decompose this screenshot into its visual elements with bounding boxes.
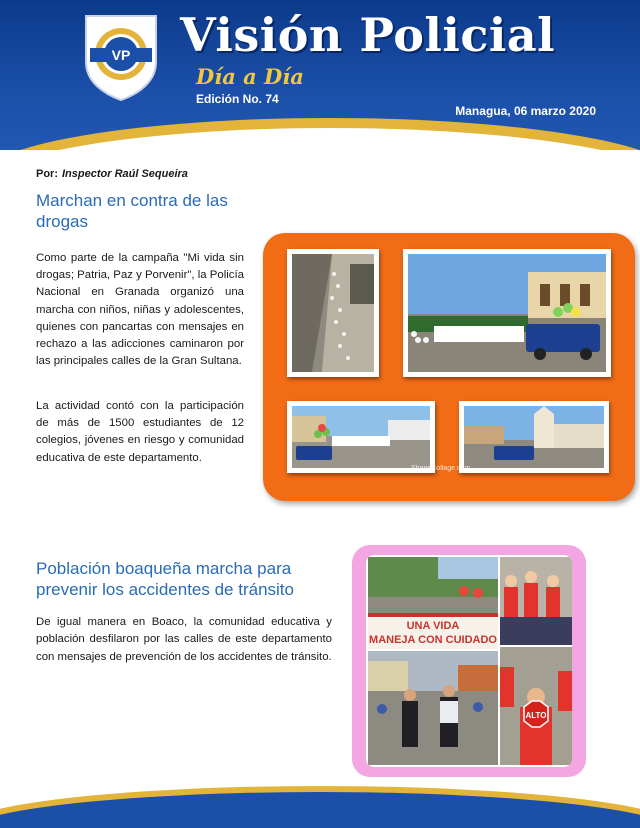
banner-line-1: UNA VIDA bbox=[406, 620, 460, 632]
collage-frame bbox=[366, 555, 572, 767]
photo-boaco-banner bbox=[368, 613, 498, 649]
masthead bbox=[0, 0, 640, 150]
alto-sign-text: ALTO bbox=[525, 711, 547, 720]
photo-street-march bbox=[287, 401, 435, 473]
photo-collage-granada bbox=[263, 233, 635, 501]
publication-date: Managua, 06 marzo 2020 bbox=[455, 104, 596, 118]
banner-line-2: MANEJA CON CUIDADO bbox=[369, 634, 497, 646]
article1-headline: Marchan en contra de las drogas bbox=[36, 191, 228, 231]
footer-wave bbox=[0, 786, 640, 828]
collage-watermark: ShapeCollage.com bbox=[411, 465, 471, 472]
byline bbox=[36, 168, 188, 180]
newspaper-title: Visión Policial bbox=[180, 8, 556, 62]
article1-paragraph-2: La actividad contó con la participación de más de 1500 estudiantes de 12 colegios, jóvenes en riesgo y comunidad educativa de este departamento. bbox=[36, 400, 244, 464]
photo-boaco-alto-sign bbox=[500, 647, 572, 765]
photo-boaco-marchers bbox=[500, 557, 572, 645]
byline-author: Inspector Raúl Sequeira bbox=[62, 168, 188, 180]
article2-paragraph: De igual manera en Boaco, la comunidad educativa y población desfilaron por las calles de este departamento con mensajes de prevención de los accidentes de tránsito. bbox=[36, 616, 332, 663]
edition-number: Edición No. 74 bbox=[196, 92, 279, 106]
vp-shield-logo-icon bbox=[80, 10, 162, 102]
newspaper-subtitle: Día a Día bbox=[196, 64, 304, 89]
byline-label: Por: bbox=[36, 168, 58, 180]
article2-headline: Población boaqueña marcha para prevenir los accidentes de tránsito bbox=[36, 559, 294, 599]
photo-boaco-street bbox=[368, 557, 498, 613]
photo-banner-police-truck bbox=[403, 249, 611, 377]
logo-text: VP bbox=[111, 47, 131, 63]
article1-paragraph-1: Como parte de la campaña "Mi vida sin drogas; Patria, Paz y Porvenir", la Policía Nacional en Granada organizó una marcha con niños, niñas y adolescentes, quienes con pancartas con mensajes en rechazo a las adicciones caminaron por las principales calles de la Gran Sultana. bbox=[36, 252, 244, 368]
photo-aerial-march bbox=[287, 249, 379, 377]
photo-church-march bbox=[459, 401, 609, 473]
photo-boaco-crowd bbox=[368, 651, 498, 765]
photo-collage-boaco bbox=[352, 545, 586, 777]
